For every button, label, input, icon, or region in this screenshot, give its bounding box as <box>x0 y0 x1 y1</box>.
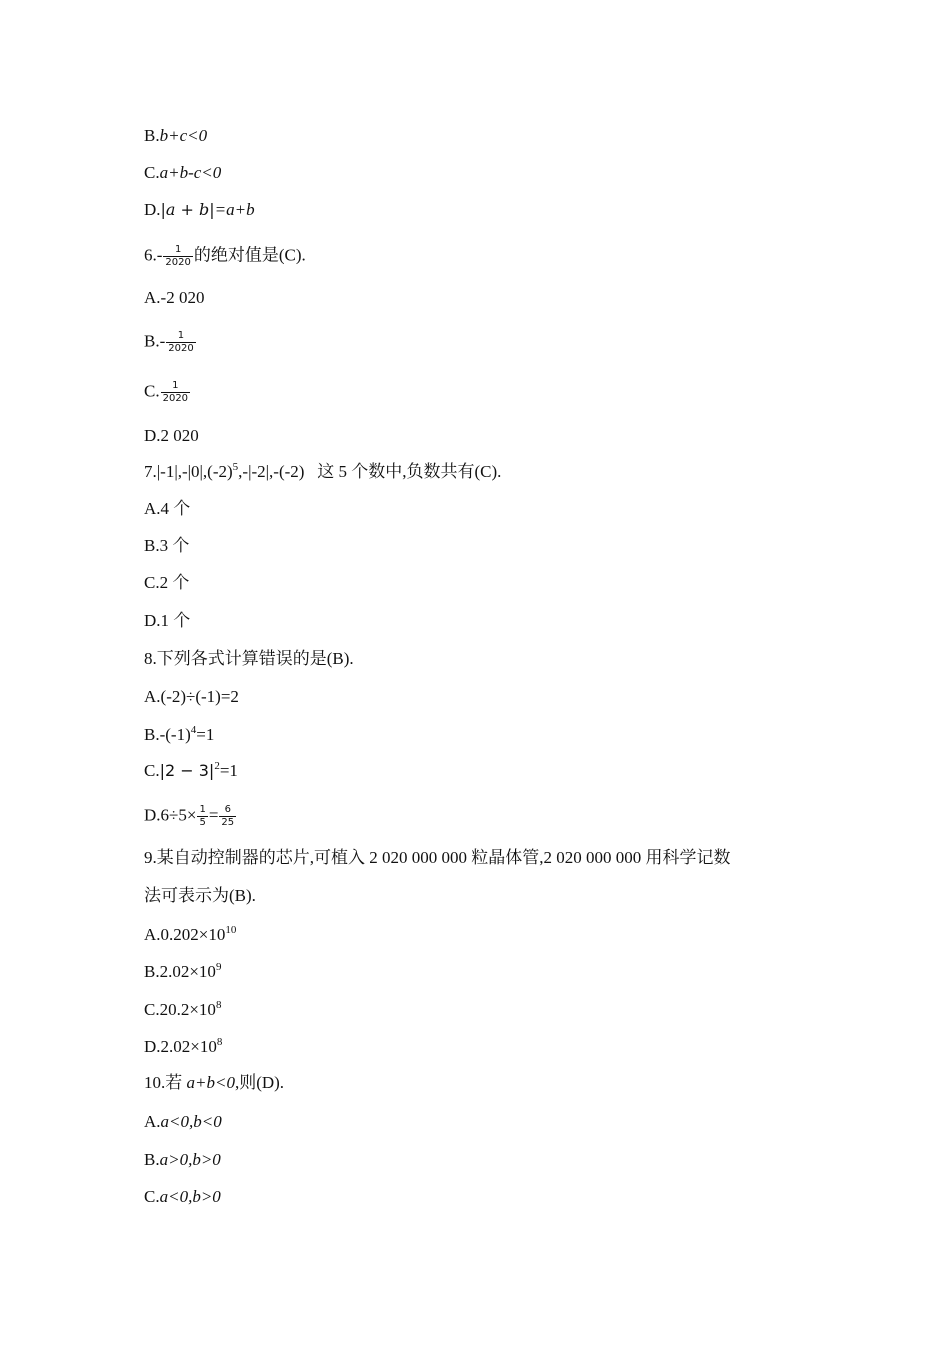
option-text: A.0.202×10 <box>144 925 226 944</box>
question-text: ,则(D). <box>234 1073 285 1092</box>
q7-option-a: A.4 个 <box>144 499 191 518</box>
exponent: 8 <box>215 999 222 1011</box>
fraction-numerator: 6 <box>219 804 236 817</box>
option-expression: a<0,b>0 <box>159 1187 221 1206</box>
option-text: B.-(-1) <box>144 725 191 744</box>
q8-stem: 8.下列各式计算错误的是(B). <box>144 649 354 668</box>
option-label: D.6÷5× <box>144 805 197 825</box>
q9-option-b <box>144 961 221 983</box>
exponent: 8 <box>216 1036 223 1048</box>
fraction-denominator: 5 <box>199 817 206 828</box>
option-label: C. <box>144 1187 160 1206</box>
option-expression: a+b-c<0 <box>159 163 222 182</box>
q9-option-a <box>144 924 236 946</box>
exponent: 4 <box>190 724 197 736</box>
fraction-numerator: 1 <box>199 804 206 815</box>
option-expression: a>0,b>0 <box>159 1150 221 1169</box>
option-label: C. <box>144 381 160 401</box>
q9-option-c <box>144 999 221 1021</box>
q10-option-b <box>144 1149 221 1171</box>
question-expression: a+b<0 <box>186 1073 235 1092</box>
q8-option-d <box>144 804 237 829</box>
fraction-denominator: 2020 <box>165 257 191 268</box>
q7-stem <box>144 461 501 483</box>
fraction-numerator: 1 <box>161 380 190 393</box>
option-expression: =a+b <box>214 200 255 219</box>
q10-stem <box>144 1072 284 1094</box>
question-text: 的绝对值是(C). <box>193 245 306 265</box>
absolute-value-expression: |a + b| <box>160 200 215 219</box>
fraction <box>161 380 190 405</box>
option-text: B.2.02×10 <box>144 962 216 981</box>
fraction-denominator: 2020 <box>162 393 189 404</box>
option-label: C. <box>144 163 160 182</box>
option-label: B.- <box>144 331 166 351</box>
option-label: C. <box>144 761 160 780</box>
option-label: B. <box>144 126 160 145</box>
question-text: ,-|-2|,-(-2) 这 5 个数中,负数共有(C). <box>238 462 502 481</box>
option-label: D. <box>144 200 161 219</box>
fraction-numerator: 1 <box>166 330 195 343</box>
fraction-denominator: 25 <box>221 817 235 828</box>
q8-option-a: A.(-2)÷(-1)=2 <box>144 687 239 706</box>
q5-option-c <box>144 162 221 184</box>
option-text: =1 <box>196 725 215 744</box>
equals-sign: = <box>208 805 219 825</box>
q6-option-d: D.2 020 <box>144 426 199 445</box>
fraction <box>166 330 195 355</box>
q8-option-b <box>144 724 214 746</box>
question-number: 6.- <box>144 245 163 265</box>
exponent: 9 <box>215 961 222 973</box>
q6-option-b <box>144 330 197 355</box>
exponent: 5 <box>232 461 239 473</box>
exponent: 10 <box>225 924 237 936</box>
option-text: C.20.2×10 <box>144 1000 216 1019</box>
q10-option-a <box>144 1111 222 1133</box>
q5-option-d <box>144 199 255 221</box>
q7-option-b: B.3 个 <box>144 536 190 555</box>
option-label: A. <box>144 1112 161 1131</box>
q6-stem <box>144 244 306 269</box>
absolute-value-expression: |2 − 3| <box>159 761 215 780</box>
q7-option-d: D.1 个 <box>144 611 191 630</box>
exponent: 2 <box>214 760 220 772</box>
q6-option-a: A.-2 020 <box>144 288 205 307</box>
q9-stem-line1: 9.某自动控制器的芯片,可植入 2 020 000 000 粒晶体管,2 020 000 000 用科学记数 <box>144 848 731 867</box>
q9-option-d <box>144 1036 222 1058</box>
fraction-denominator: 2020 <box>168 343 194 354</box>
q9-stem-line2: 法可表示为(B). <box>144 886 256 905</box>
q10-option-c <box>144 1186 221 1208</box>
fraction-numerator: 1 <box>163 244 192 257</box>
option-label: B. <box>144 1150 160 1169</box>
q7-option-c: C.2 个 <box>144 573 190 592</box>
option-text: =1 <box>219 761 238 780</box>
option-expression: b+c<0 <box>159 126 208 145</box>
option-expression: a<0,b<0 <box>160 1112 222 1131</box>
q8-option-c <box>144 760 238 782</box>
q6-option-c <box>144 380 191 405</box>
question-number: 10.若 <box>144 1073 187 1092</box>
q5-option-b <box>144 125 207 147</box>
fraction <box>163 244 192 269</box>
fraction <box>219 804 236 829</box>
question-text: 7.|-1|,-|0|,(-2) <box>144 462 233 481</box>
option-text: D.2.02×10 <box>144 1037 217 1056</box>
fraction <box>197 804 207 829</box>
